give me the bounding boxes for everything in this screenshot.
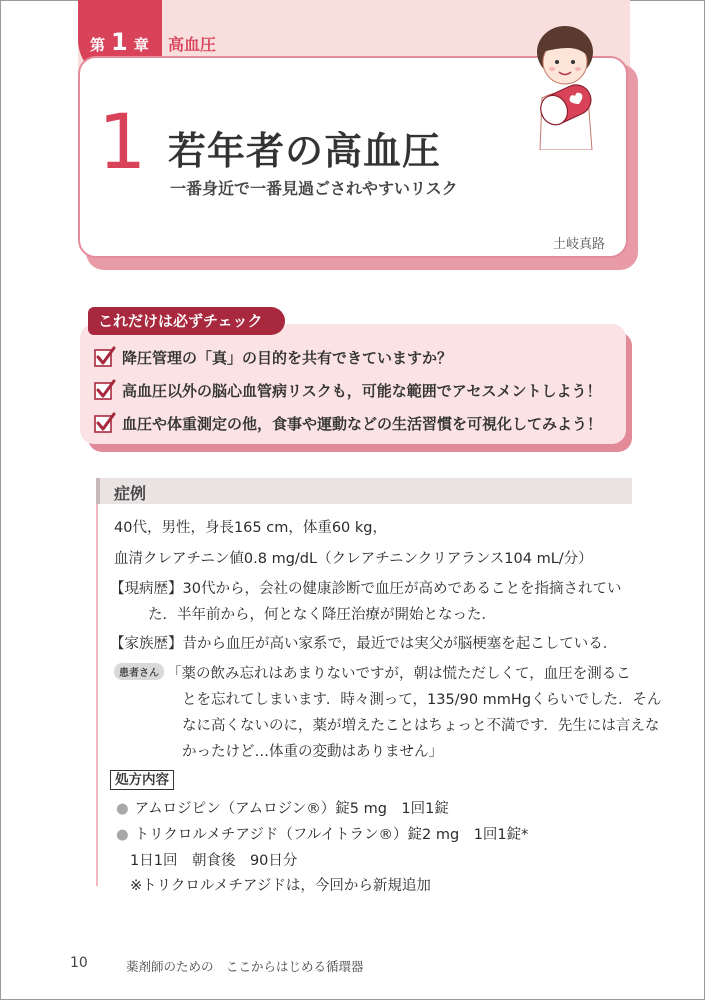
prescription-item-text: アムロジピン（アムロジン®）錠5 mg 1回1錠 [134, 801, 449, 817]
case-heading: 症例 [114, 484, 147, 503]
checklist-item-text: 降圧管理の「真」の目的を共有できていますか？ [122, 348, 453, 367]
prescription-item-text: トリクロルメチアジド（フルイトラン®）錠2 mg 1回1錠* [134, 827, 529, 843]
bullet-icon: ● [116, 827, 129, 843]
prescription-item [116, 823, 528, 844]
checklist-label: これだけは必ずチェック [88, 307, 285, 335]
patient-badge: 患者さん [114, 663, 164, 680]
prescription-item [116, 797, 449, 818]
prescription-label: 処方内容 [110, 770, 174, 790]
case-line: 【現病歴】30代から，会社の健康診断で血圧が高めであることを指摘されてい [110, 581, 622, 597]
checklist-item [94, 412, 602, 434]
bullet-icon: ● [116, 801, 129, 817]
section-number: 1 [98, 97, 147, 186]
prescription-note: ※トリクロルメチアジドは，今回から新規追加 [130, 878, 431, 894]
checklist-item-text: 高血圧以外の脳心血管病リスクも，可能な範囲でアセスメントしよう！ [122, 381, 602, 400]
author-name: 土岐真路 [552, 237, 605, 252]
case-line: た．半年前から，何となく降圧治療が開始となった． [148, 607, 496, 623]
chapter-suffix: 章 [133, 36, 149, 54]
checklist-item-text: 血圧や体重測定の他，食事や運動などの生活習慣を可視化してみよう！ [122, 414, 603, 433]
patient-quote-line: とを忘れてしまいます．時々測って，135/90 mmHgくらいでした．そん [182, 692, 662, 708]
checkbox-checked-icon [94, 346, 116, 368]
patient-quote-line: なに高くないのに，薬が増えたことはちょっと不満です．先生には言えな [182, 718, 660, 734]
case-line: 血清クレアチニン値0.8 mg/dL（クレアチニンクリアランス104 mL/分） [114, 551, 593, 567]
case-line: 【家族歴】昔から血圧が高い家系で，最近では実父が脳梗塞を起こしている． [110, 636, 618, 652]
chapter-label [90, 28, 149, 56]
checklist-item [94, 379, 602, 401]
page-number: 10 [70, 955, 88, 971]
checkbox-checked-icon [94, 379, 116, 401]
patient-quote-text: 「薬の飲み忘れはあまりないですが，朝は慌ただしくて，血圧を測るこ [167, 666, 631, 682]
patient-quote-line: かったけど…体重の変動はありません」 [182, 744, 443, 760]
case-line: 40代，男性，身長165 cm，体重60 kg， [114, 520, 387, 536]
section-title: 若年者の高血圧 [168, 129, 442, 173]
section-subtitle: 一番身近で一番見過ごされやすいリスク [170, 179, 458, 198]
patient-quote-line [114, 662, 631, 683]
checkbox-checked-icon [94, 412, 116, 434]
case-header [96, 478, 632, 504]
checklist-item [94, 346, 452, 368]
pharmacist-illustration [522, 18, 608, 150]
prescription-detail: 1日1回 朝食後 90日分 [130, 853, 298, 869]
chapter-prefix: 第 [90, 36, 106, 54]
book-title: 薬剤師のための ここからはじめる循環器 [126, 959, 364, 974]
chapter-number: 1 [111, 28, 128, 56]
chapter-title: 高血圧 [168, 35, 217, 54]
case-left-rule [96, 504, 98, 886]
